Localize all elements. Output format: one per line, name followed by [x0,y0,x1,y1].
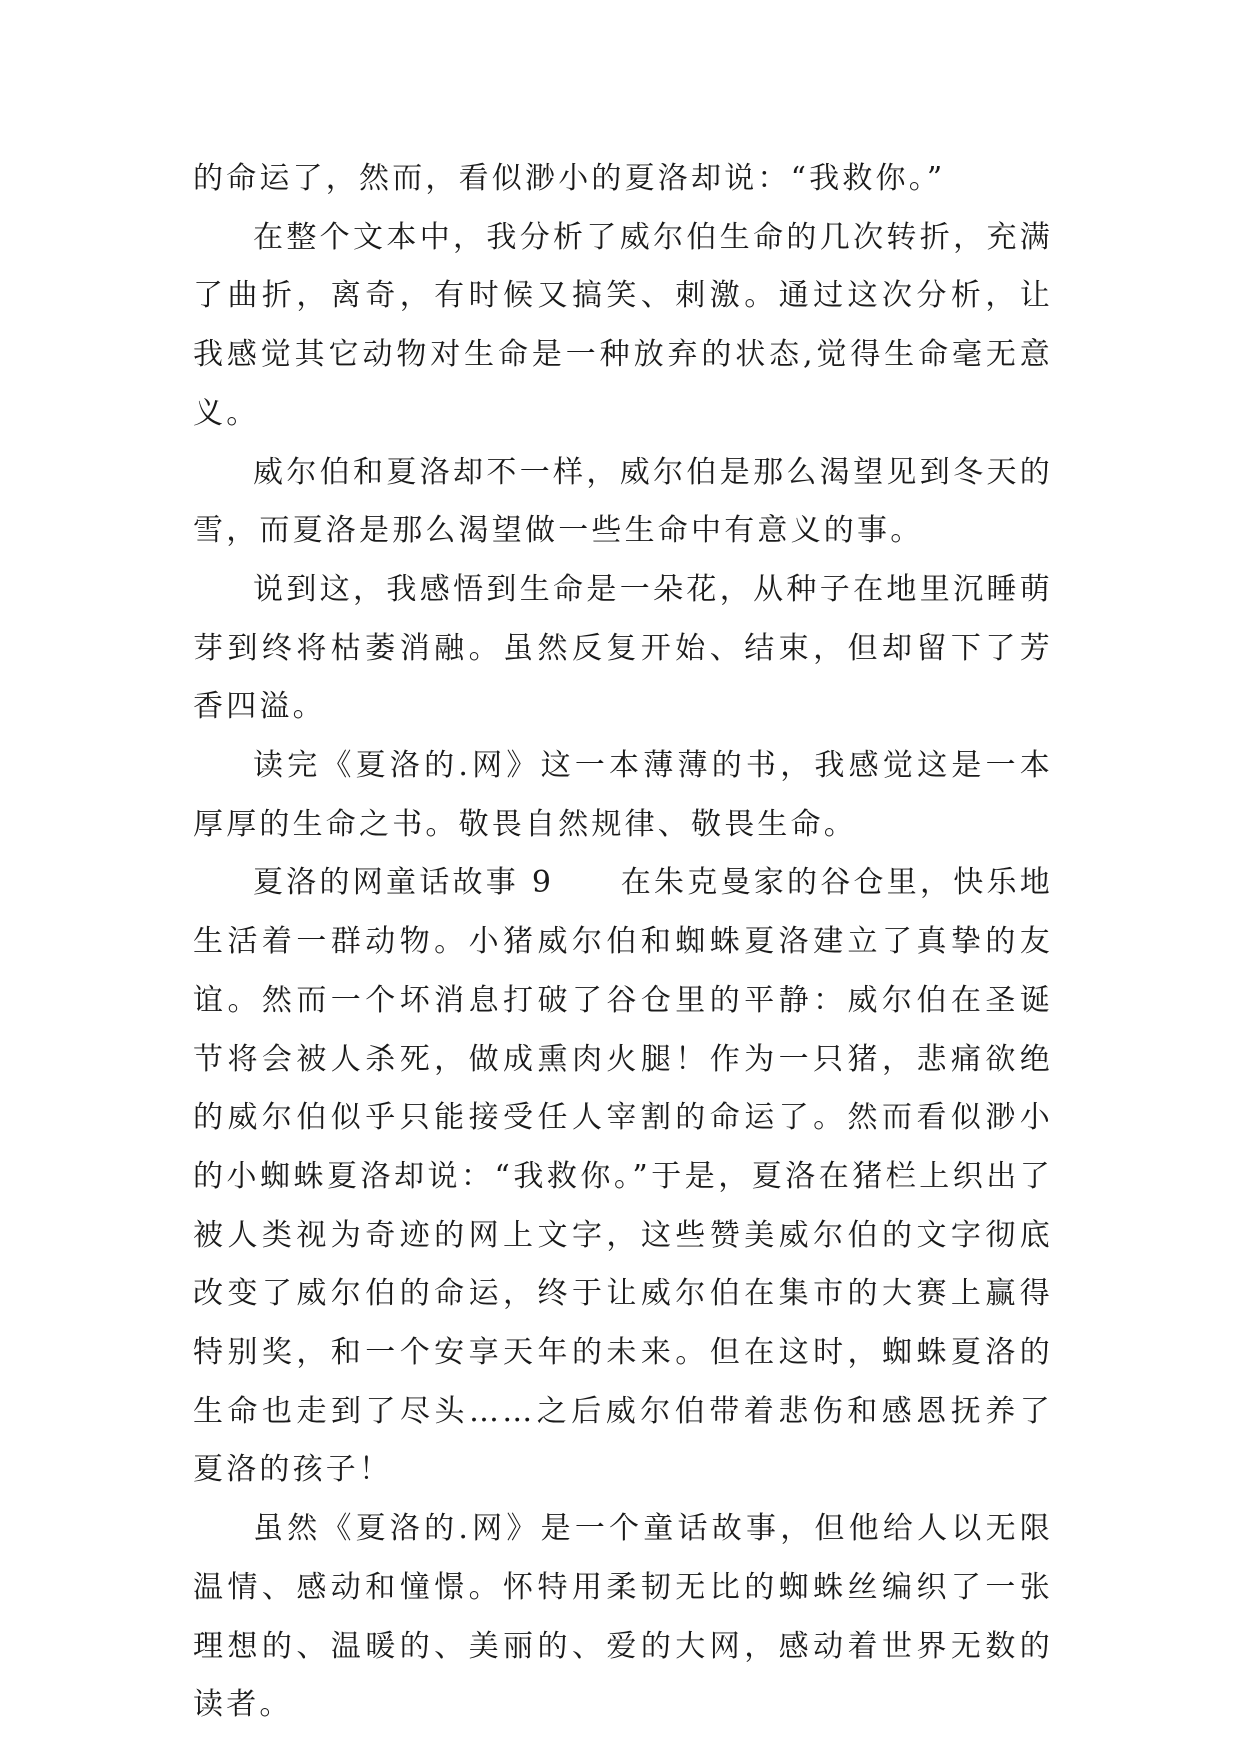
paragraph-4: 说到这，我感悟到生命是一朵花，从种子在地里沉睡萌芽到终将枯萎消融。虽然反复开始、结束，但却留下了芳香四溢。 [193,571,1053,725]
paragraph-5: 读完《夏洛的.网》这一本薄薄的书，我感觉这是一本厚厚的生命之书。敬畏自然规律、敬畏生命。 [193,748,1053,842]
paragraph-1: 的命运了，然而，看似渺小的夏洛却说：“我救你。” [193,161,946,196]
paragraph-6: 夏洛的网童话故事 9 在朱克曼家的谷仓里，快乐地生活着一群动物。小猪威尔伯和蜘蛛夏洛建立了真挚的友谊。然而一个坏消息打破了谷仓里的平静：威尔伯在圣诞节将会被人杀死，做成熏肉火腿！作为一只猪，悲痛欲绝的威尔伯似乎只能接受任人宰割的命运了。然而看似渺小的小蜘蛛夏洛却说：“我救你。”于是，夏洛在猪栏上织出了被人类视为奇迹的网上文字，这些赞美威尔伯的文字彻底改变了威尔伯的命运，终于让威尔伯在集市的大赛上赢得特别奖，和一个安享天年的未来。但在这时，蜘蛛夏洛的生命也走到了尽头……之后威尔伯带着悲伤和感恩抚养了夏洛的孩子！ [193,865,1053,1488]
document-body [193,150,1053,1735]
paragraph-7: 虽然《夏洛的.网》是一个童话故事，但他给人以无限温情、感动和憧憬。怀特用柔韧无比的蜘蛛丝编织了一张理想的、温暖的、美丽的、爱的大网，感动着世界无数的读者。 [193,1511,1053,1723]
paragraph-3: 威尔伯和夏洛却不一样，威尔伯是那么渴望见到冬天的雪，而夏洛是那么渴望做一些生命中有意义的事。 [193,454,1053,549]
paragraph-2: 在整个文本中，我分析了威尔伯生命的几次转折，充满了曲折，离奇，有时候又搞笑、刺激。通过这次分析，让我感觉其它动物对生命是一种放弃的状态,觉得生命毫无意义。 [193,219,1053,431]
